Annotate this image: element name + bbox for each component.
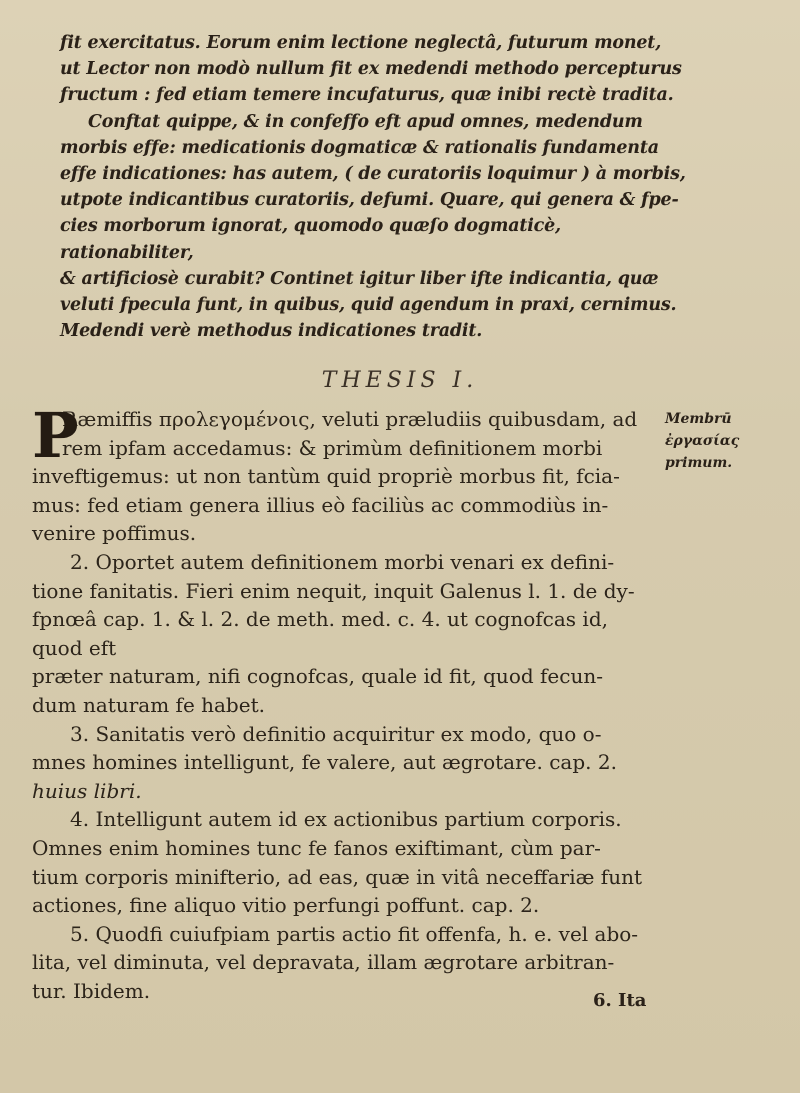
paragraph-line: tium corporis minifterio, ad eas, quæ in vitâ neceffariæ funt [32,864,642,889]
paragraph-line: dum naturam fe habet. [32,692,265,717]
paragraph-1 [32,399,662,548]
paragraph-3 [32,720,662,806]
paragraph-line: præter naturam, nifi cognofcas, quale id fit, quod fecun- [32,664,603,689]
intro-line: veluti fpecula funt, in quibus, quid agendum in praxi, cernimus. [60,295,677,316]
paragraph-line: 3. Sanitatis verò definitio acquiritur ex modo, quo o- [70,721,602,746]
margin-note [665,408,765,474]
paragraph-5 [32,920,662,1006]
intro-line: Conftat quippe, & in confeffo eft apud omnes, medendum [88,111,643,132]
paragraph-line: tur. Ibidem. [32,978,151,1003]
intro-paragraph [60,30,690,344]
paragraph-line: lita, vel diminuta, vel depravata, illam ægrotare arbitran- [32,950,615,975]
intro-line: cies morborum ignorat, quomodo quæſo dogmaticè, rationabiliter, [60,216,561,263]
paragraph-line: fpnœâ cap. 1. & l. 2. de meth. med. c. 4. ut cognofcas id, quod eft [32,607,608,660]
margin-note-line: Membrū [665,411,732,427]
paragraph-line: mnes homines intelligunt, fe valere, aut ægrotare. cap. 2. [32,750,617,775]
catchword: 6. Ita [593,990,647,1011]
intro-line: fit exercitatus. Eorum enim lectione neglectâ, futurum monet, [60,33,662,53]
margin-note-line: ἐργασίας [665,433,740,449]
paragraph-line: 5. Quodfi cuiufpiam partis actio fit offenfa, h. e. vel abo- [70,921,639,946]
paragraph-line: mus: fed etiam genera illius eò faciliùs ac commodiùs in- [32,492,609,517]
intro-line: morbis effe: medicationis dogmaticæ & rationalis fundamenta [60,137,659,158]
paragraph-line: huius libri. [32,778,142,803]
paragraph-line: 2. Oportet autem definitionem morbi venari ex defini- [70,549,615,574]
intro-line: & artificiosè curabit? Continet igitur liber ifte indicantia, quæ [60,268,659,289]
intro-line: utpote indicantibus curatoriis, defumi. Quare, qui genera & fpe- [60,190,679,211]
paragraph-2 [32,548,662,720]
intro-line: fructum : fed etiam temere incufaturus, quæ inibi rectè tradita. [60,85,674,106]
margin-note-line: primum. [665,455,733,471]
intro-line: ut Lector non modò nullum fit ex medendi methodo percepturus [60,59,682,80]
thesis-heading: THESIS I. [321,368,479,393]
drop-cap: P [32,399,79,472]
intro-line: effe indicationes: has autem, ( de curatoriis loquimur ) à morbis, [60,164,686,185]
paragraph-line: tione fanitatis. Fieri enim nequit, inquit Galenus l. 1. de dy- [32,578,635,603]
paragraph-line: venire poffimus. [32,521,197,546]
paragraph-line: rem ipfam accedamus: & primùm definitionem morbi [62,435,603,460]
paragraph-line: inveftigemus: ut non tantùm quid propriè morbus fit, fcia- [32,464,620,489]
paragraph-line: 4. Intelligunt autem id ex actionibus partium corporis. [70,807,622,832]
thesis-body [32,399,662,1005]
paragraph-line: Omnes enim homines tunc fe fanos exiftimant, cùm par- [32,835,601,860]
intro-line: Medendi verè methodus indicationes tradit. [60,321,483,342]
paragraph-4 [32,805,662,919]
paragraph-line: actiones, fine aliquo vitio perfungi poffunt. cap. 2. [32,893,540,918]
paragraph-line: Ræmiffis προλεγομένοις, veluti præludiis quibusdam, ad [62,407,638,431]
